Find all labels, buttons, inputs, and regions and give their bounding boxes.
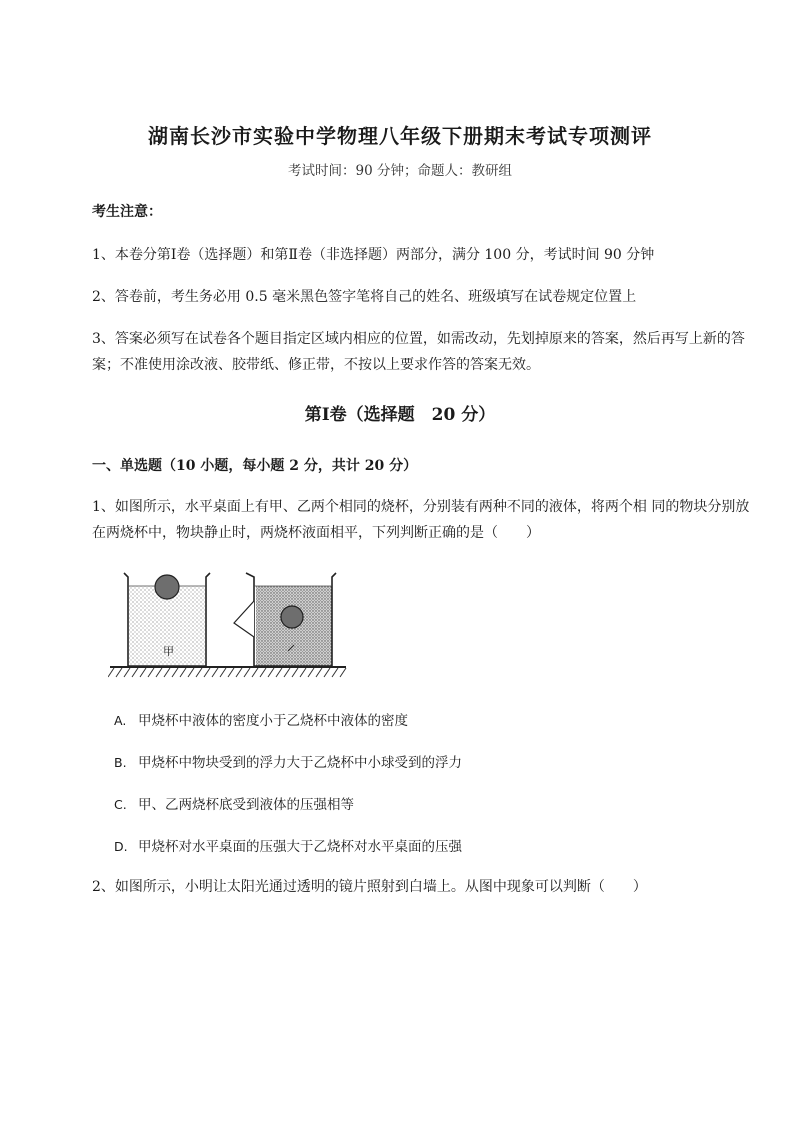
option-d-text: 甲烧杯对水平桌面的压强大于乙烧杯对水平桌面的压强 <box>138 839 462 855</box>
beakers-figure <box>108 565 348 685</box>
exam-title: 湖南长沙市实验中学物理八年级下册期末考试专项测评 <box>148 124 652 148</box>
option-a-text: 甲烧杯中液体的密度小于乙烧杯中液体的密度 <box>138 713 408 729</box>
option-c[interactable] <box>114 793 354 813</box>
notice-heading: 考生注意： <box>92 204 162 220</box>
option-c-text: 甲、乙两烧杯底受到液体的压强相等 <box>138 797 354 813</box>
option-b[interactable] <box>114 751 462 771</box>
option-d[interactable] <box>114 835 462 855</box>
option-a[interactable] <box>114 709 408 729</box>
suspended-block <box>281 606 303 628</box>
option-b-letter: B. <box>114 755 127 770</box>
floating-block <box>155 575 179 599</box>
option-b-text: 甲烧杯中物块受到的浮力大于乙烧杯中小球受到的浮力 <box>138 755 462 771</box>
exam-subtitle: 考试时间：90 分钟；命题人：教研组 <box>288 163 512 179</box>
section-title: 第Ⅰ卷（选择题 20 分） <box>304 405 496 425</box>
beaker-right <box>234 573 336 666</box>
option-a-letter: A. <box>114 713 127 728</box>
question-1-stem: 1、如图所示，水平桌面上有甲、乙两个相同的烧杯，分别装有两种不同的液体，将两个相 同的物块分别放在两烧杯中，物块静止时，两烧杯液面相平，下列判断正确的是（ ） <box>92 499 750 541</box>
option-c-letter: C. <box>114 797 127 812</box>
option-d-letter: D. <box>114 839 128 854</box>
notice-item-2: 2、答卷前，考生务必用 0.5 毫米黑色签字笔将自己的姓名、班级填写在试卷规定位置上 <box>92 289 637 305</box>
question-type-heading: 一、单选题（10 小题，每小题 2 分，共计 20 分） <box>92 458 418 474</box>
notice-item-1: 1、本卷分第Ⅰ卷（选择题）和第Ⅱ卷（非选择题）两部分，满分 100 分，考试时间 90 分钟 <box>92 247 655 263</box>
beaker-left <box>124 573 210 666</box>
beaker-left-label: 甲 <box>163 645 174 658</box>
notice-item-3: 3、答案必须写在试卷各个题目指定区域内相应的位置，如需改动，先划掉原来的答案，然后再写上新的答案；不准使用涂改液、胶带纸、修正带，不按以上要求作答的答案无效。 <box>92 331 745 373</box>
question-2-stem: 2、如图所示，小明让太阳光通过透明的镜片照射到白墙上。从图中现象可以判断（ ） <box>92 879 647 895</box>
table-surface <box>108 667 346 677</box>
